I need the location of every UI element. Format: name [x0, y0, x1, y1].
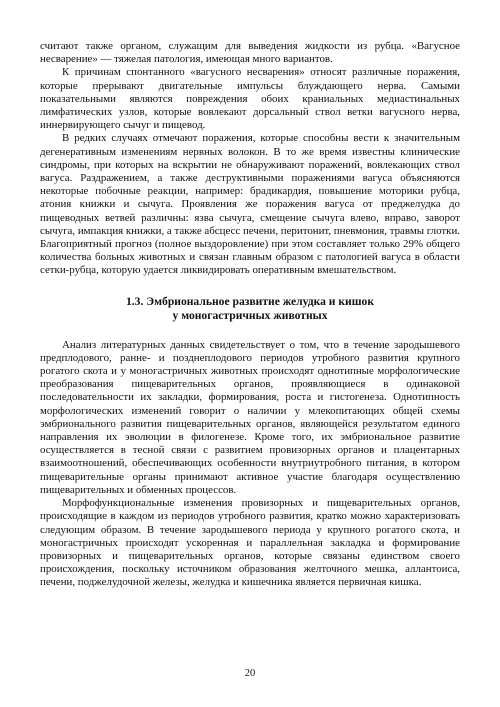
page-number: 20 [244, 668, 256, 679]
paragraph-continuation: считают также органом, служащим для выведения жидкости из рубца. «Вагусное несварение» — тяжелая патология, имеющая много вариантов. [40, 40, 460, 66]
paragraph-morphofunctional-changes: Морфофункциональные изменения провизорных и пищеварительных органов, происходящие в каждом из периодов утробного развития, кратко можно характеризовать следующим образом. В течение зародышевого периода у крупного рогатого скота, и моногастричных происходят ускоренная и параллельная закладка и формирование провизорных и пищеварительных органов, которые связаны единством своего происхождения, поскольку источником образования желточного мешка, аллантоиса, печени, поджелудочной железы, желудка и кишечника является первичная кишка. [40, 497, 460, 589]
section-heading-line1: 1.3. Эмбриональное развитие желудка и кишок [125, 294, 374, 308]
paragraph-literature-analysis: Анализ литературных данных свидетельствует о том, что в течение зародышевого предплодового, ранне- и позднеплодового периодов утробного развития крупного рогатого скота и у моногастричных животных происходят однотипные морфологические преобразования пищеварительных органов, проявляющиеся в одинаковой последовательности их закладки, формирования, роста и гистогенеза. Однотипность морфологических изменений говорит о наличии у млекопитающих общей схемы эмбрионального развития пищеварительных органов, являющейся результатом единого направления их эволюции в филогенезе. Кроме того, их эмбриональное развитие осуществляется в тесной связи с развитием провизорных органов и плацентарных взаимоотношений, обеспечивающих особенности внутриутробного питания, в котором пищеварительные органы принимают активное участие благодаря осуществлению пищеварительных и обменных процессов. [40, 338, 460, 496]
paragraph-vagus-lesions: В редких случаях отмечают поражения, которые способны вести к значительным дегенеративным изменениям нервных волокон. В то же время известны клинические синдромы, при которых на вскрытии не обнаруживают поражений, вовлекающих ствол вагуса. Раздражением, а также деструктивными поражениями вагуса объясняются некоторые побочные реакции, например: брадикардия, повышение моторики рубца, атония книжки и сычуга. Проявления же поражения вагуса от преджелудка до пищеводных ветвей различны: язва сычуга, смещение сычуга влево, вправо, заворот сычуга, импакция книжки, а также абсцесс печени, перитонит, пневмония, травмы глотки. Благоприятный прогноз (полное выздоровление) при этом составляет только 29% общего количества больных животных и связан главным образом с патологией вагуса в области сетки-рубца, которую удается ликвидировать оперативным вмешательством. [40, 132, 461, 277]
paragraph-vagus-causes: К причинам спонтанного «вагусного несварения» относят различные поражения, которые прерывают двигательные импульсы блуждающего нерва. Самыми показательными являются повреждения обоих краниальных медиастинальных лимфатических узлов, которые вовлекают дорсальный ствол ветки вагусного нерва, иннервирующего сычуг и пищевод. [40, 66, 460, 132]
section-heading-line2: у моногастричных животных [172, 308, 328, 322]
section-heading [40, 295, 460, 323]
document-page [40, 40, 460, 680]
